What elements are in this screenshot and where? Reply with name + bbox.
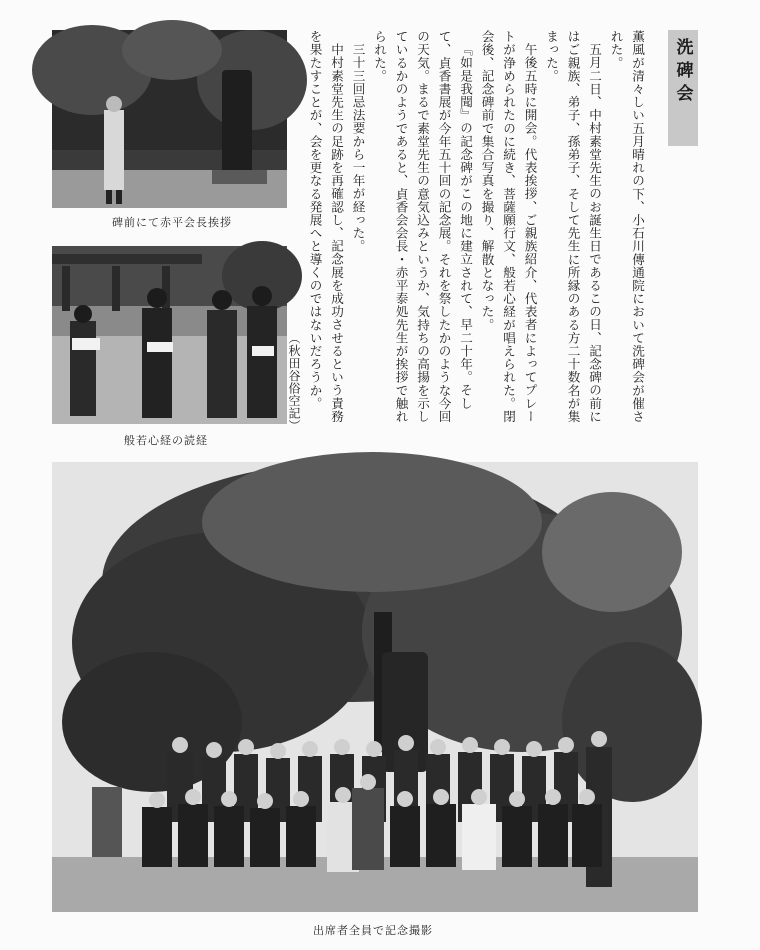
article-signature: （秋田谷俗空記）: [287, 332, 301, 432]
article-paragraph: 薫風が清々しい五月晴れの下、小石川傳通院において洗碑会が催された。: [608, 30, 645, 423]
article-body: [287, 30, 648, 432]
photo2-caption: 般若心経の読経: [124, 434, 208, 447]
photo-group-commemorative: [52, 462, 698, 912]
photo-sutra-recitation: [52, 246, 287, 424]
article-paragraph: 五月二日、中村素堂先生のお誕生日であるこの日、記念碑の前にはご親族、弟子、孫弟子、そして先生に所縁のある方二十数名が集まった。: [544, 30, 602, 423]
article-paragraph: 『如是我聞』の記念碑がこの地に建立されて、早二十年。そして、貞香書展が今年五十回の記念展。それを祭したかのような今回の天気。まるで素堂先生の意気込みというか、気持ちの高揚を示しているかのようであると、貞香会会長・赤平泰処先生が挨拶で触れられた。: [372, 30, 473, 423]
article-paragraph: 午後五時に開会。代表挨拶、ご親族紹介、代表者によってプレートが浄められたのに続き、菩薩願行文、般若心経が唱えられた。閉会後、記念碑前で集合写真を撮り、解散となった。: [479, 30, 538, 423]
article-title-badge: [668, 30, 698, 146]
article-paragraph: 中村素堂先生の足跡を再確認し、記念展を成功させるという責務を果たすことが、会を更なる発展へと導くのではないだろうか。: [307, 30, 344, 423]
article-title: 洗碑会: [672, 38, 693, 107]
photo1-caption: 碑前にて赤平会長挨拶: [112, 216, 232, 229]
article-paragraph: 三十三回忌法要から一年が経った。: [350, 42, 366, 253]
photo-monument-speech: [52, 30, 287, 208]
photo3-caption: 出席者全員で記念撮影: [313, 924, 433, 937]
